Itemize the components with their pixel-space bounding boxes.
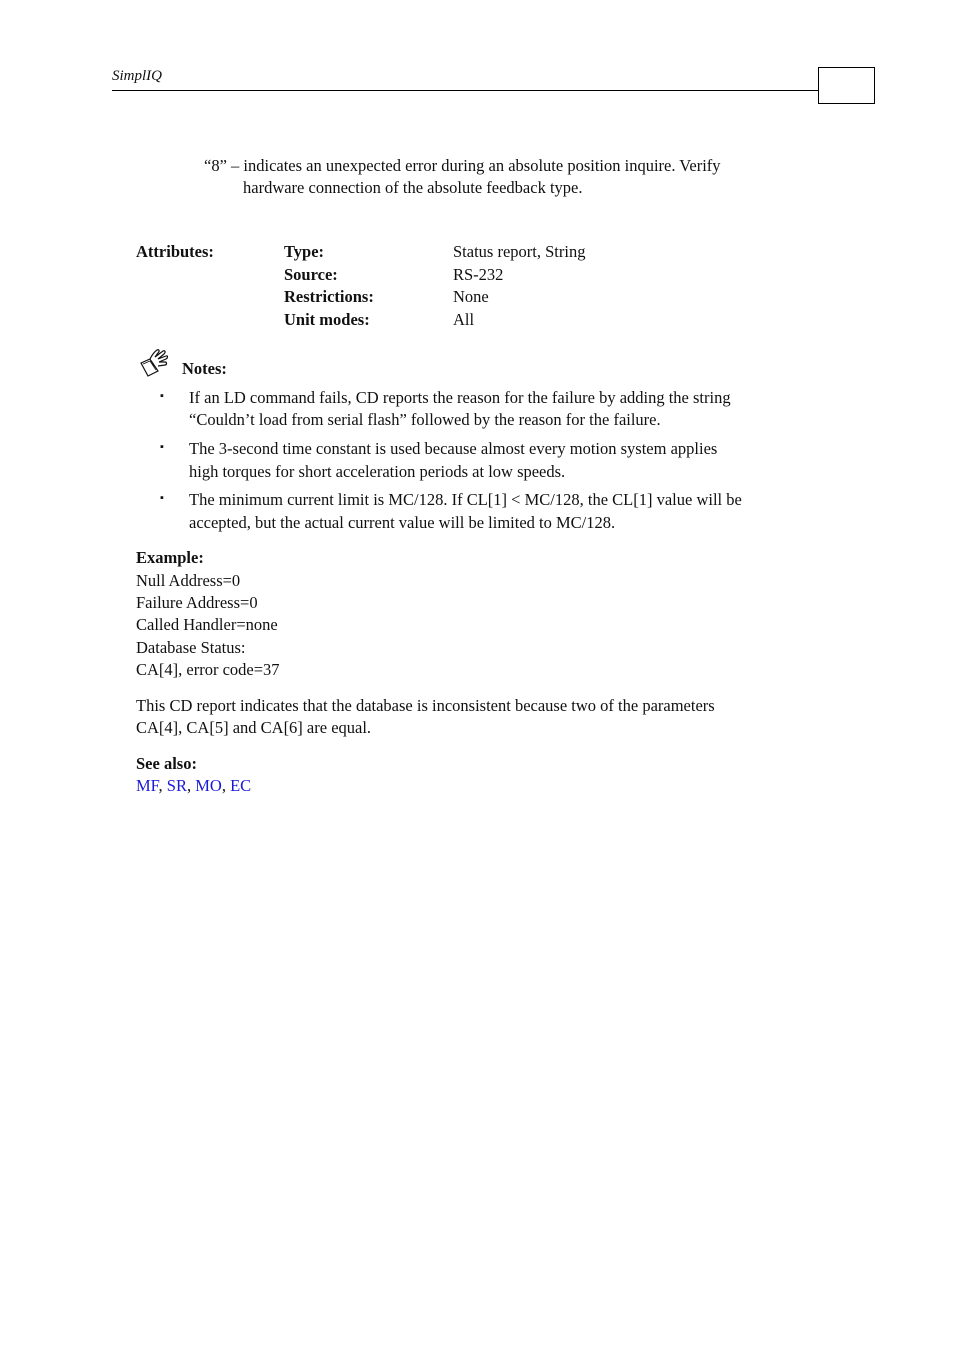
explanation-line-2: CA[4], CA[5] and CA[6] are equal. xyxy=(136,718,372,737)
error-item-line-2: hardware connection of the absolute feedback type. xyxy=(243,178,583,197)
link-separator: , xyxy=(158,776,167,795)
example-heading: Example: xyxy=(136,548,204,567)
link-mf[interactable]: MF xyxy=(136,776,159,795)
attribute-value-unit-modes: All xyxy=(453,309,475,329)
attributes-keys xyxy=(284,241,374,331)
bullet-marker: ▪ xyxy=(160,390,164,402)
running-header-title: SimplIQ xyxy=(112,68,162,84)
link-separator: , xyxy=(186,776,196,795)
link-ec[interactable]: EC xyxy=(230,776,252,795)
attribute-value-type: Status report, String xyxy=(453,242,586,261)
attribute-value-restrictions: None xyxy=(453,287,489,306)
page-number-box xyxy=(818,67,875,104)
header-rule xyxy=(112,90,819,91)
example-line-5: CA[4], error code=37 xyxy=(136,660,280,679)
note-3-line-1: The minimum current limit is MC/128. If CL[1] < MC/128, the CL[1] value will be xyxy=(189,490,742,509)
attribute-key-restrictions: Restrictions: xyxy=(284,287,374,306)
attribute-key-type: Type: xyxy=(284,242,325,261)
see-also-links xyxy=(136,775,251,798)
attribute-key-unit-modes: Unit modes: xyxy=(284,309,370,329)
attribute-value-source: RS-232 xyxy=(453,264,504,284)
note-1-line-2: “Couldn’t load from serial flash” followed by the reason for the failure. xyxy=(189,410,661,429)
note-2-line-1: The 3-second time constant is used because almost every motion system applies xyxy=(189,439,718,458)
example-line-1: Null Address=0 xyxy=(136,571,241,590)
bullet-marker: ▪ xyxy=(160,492,164,504)
example-line-2: Failure Address=0 xyxy=(136,593,258,612)
link-mo[interactable]: MO xyxy=(195,776,222,795)
see-also-heading: See also: xyxy=(136,754,197,773)
bullet-marker: ▪ xyxy=(160,441,164,453)
note-1-line-1: If an LD command fails, CD reports the reason for the failure by adding the string xyxy=(189,388,731,407)
example-line-4: Database Status: xyxy=(136,638,246,657)
attributes-values xyxy=(453,241,585,331)
attribute-key-source: Source: xyxy=(284,264,338,284)
note-3-line-2: accepted, but the actual current value will be limited to MC/128. xyxy=(189,513,616,532)
attributes-heading: Attributes: xyxy=(136,242,214,261)
example-line-3: Called Handler=none xyxy=(136,615,278,634)
link-sr[interactable]: SR xyxy=(166,776,187,795)
explanation-line-1: This CD report indicates that the database is inconsistent because two of the parameters xyxy=(136,696,715,715)
notes-heading: Notes: xyxy=(182,359,227,378)
notes-hand-icon xyxy=(138,347,172,379)
note-2-line-2: high torques for short acceleration periods at low speeds. xyxy=(189,462,566,481)
error-item-line-1: “8” – indicates an unexpected error during an absolute position inquire. Verify xyxy=(204,156,721,175)
link-separator: , xyxy=(221,776,231,795)
